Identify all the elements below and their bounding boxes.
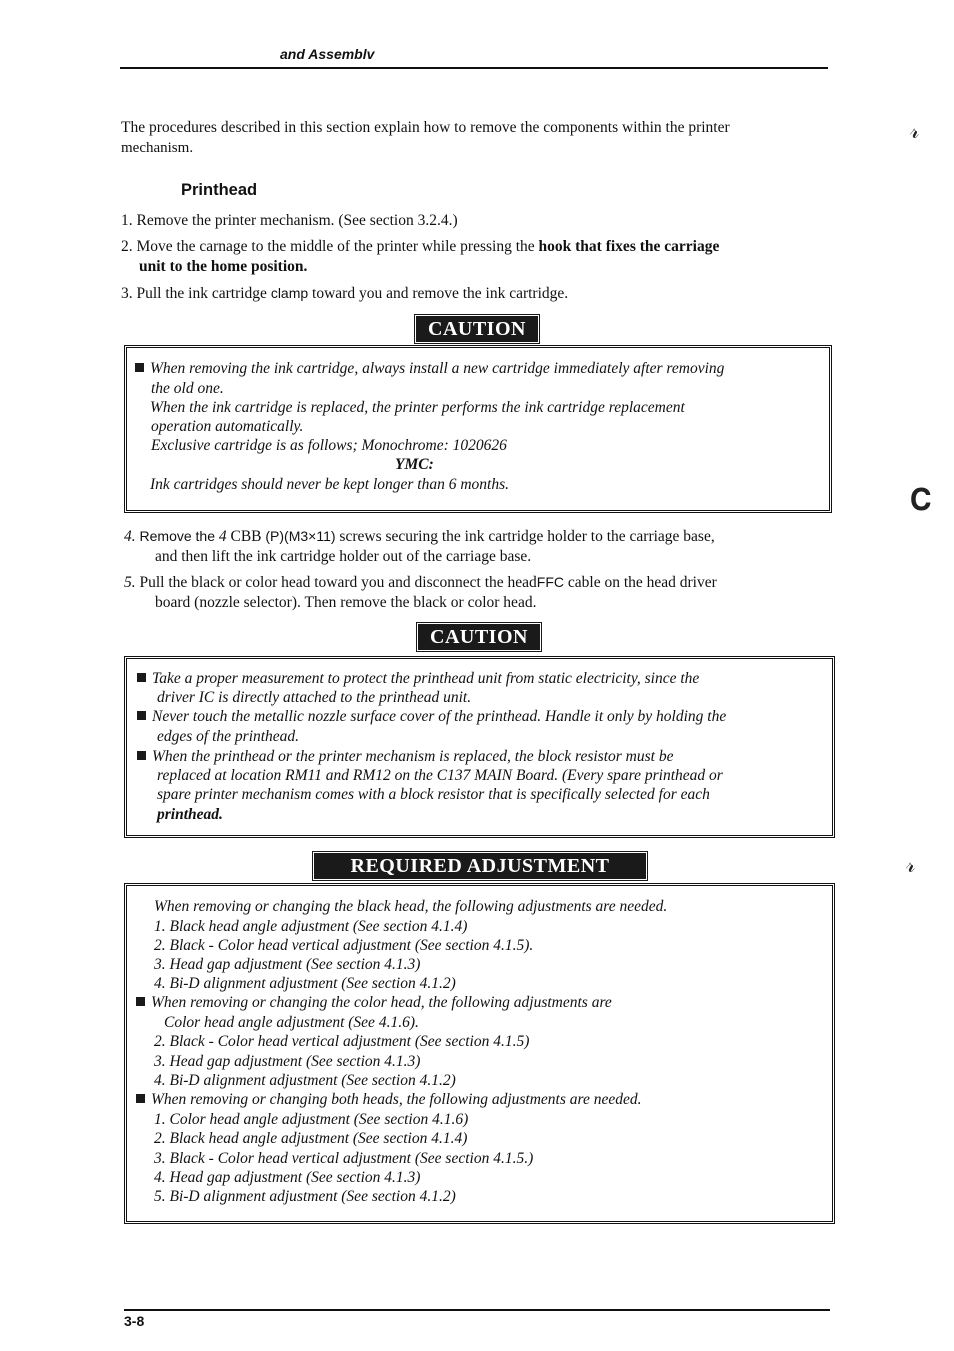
adj-a-2: 2. Black - Color head vertical adjustment (See section 4.1.5). [154,937,534,954]
intro-line-1: The procedures described in this section explain how to remove the components within the printer [121,119,730,136]
margin-mark-icon: 𝓇 [906,852,916,877]
adj-b-intro [136,993,612,1012]
caution-1-line-5: Exclusive cartridge is as follows; Monochrome: 1020626 [151,437,507,454]
adj-b-0: Color head angle adjustment (See 4.1.6). [164,1014,419,1031]
step-2-continuation: unit to the home position. [139,258,308,275]
step-3 [121,283,833,304]
caution-1-line-4: operation automatically. [151,418,304,435]
caution-2-line-5 [137,747,673,766]
caution-1-line-3: When the ink cartridge is replaced, the printer performs the ink cartridge replacement [150,399,685,416]
adj-c-intro [136,1090,641,1109]
caution-2-text-5: When the printhead or the printer mechanism is replaced, the block resistor must be [152,748,674,765]
step-3-text: 3. Pull the ink cartridge [121,285,271,302]
step-5-continuation: board (nozzle selector). Then remove the black or color head. [155,594,537,611]
bullet-square-icon [136,1094,145,1103]
section-title: Printhead [181,181,258,199]
step-4 [124,526,829,567]
adj-c-4: 4. Head gap adjustment (See section 4.1.3) [154,1169,421,1186]
caution-2-line-1 [137,669,699,688]
bullet-square-icon [137,711,146,720]
caution-2-line-4: edges of the printhead. [157,728,300,745]
page-number: 3-8 [124,1313,145,1329]
caution-banner-1: CAUTION [416,316,538,342]
step-3-clamp: clamp [270,285,309,301]
step-4-text: screws securing the ink cartridge holder to the carriage base, [335,528,715,545]
step-5-text-end: cable on the head driver [564,574,717,591]
step-4-number: 4. [124,528,136,545]
step-2-emphasis: hook that fixes the carriage [538,238,720,255]
caution-2-line-2: driver IC is directly attached to the printhead unit. [157,689,472,706]
caution-box-2 [124,656,835,838]
adj-c-intro-text: When removing or changing both heads, the following adjustments are needed. [151,1091,642,1108]
step-5-ffc: FFC [536,574,564,590]
caution-2-line-7: spare printer mechanism comes with a block resistor that is specifically selected for each [157,786,710,803]
bullet-square-icon [136,997,145,1006]
step-4-spec: (P)(M3×11) [265,528,336,544]
adj-b-intro-text: When removing or changing the color head, the following adjustments are [151,994,612,1011]
bullet-square-icon [135,363,144,372]
step-3-text-end: toward you and remove the ink cartridge. [308,285,569,302]
step-2-text: 2. Move the carnage to the middle of the printer while pressing the [121,238,539,255]
required-adjustment-banner: REQUIRED ADJUSTMENT [314,853,646,879]
adj-c-3: 3. Black - Color head vertical adjustment (See section 4.1.5.) [154,1150,534,1167]
adj-c-5: 5. Bi-D alignment adjustment (See section 4.1.2) [154,1188,456,1205]
caution-1-line-1 [135,359,724,378]
step-2 [121,237,833,277]
caution-banner-2: CAUTION [418,624,540,650]
caution-1-line-7: Ink cartridges should never be kept longer than 6 months. [150,476,510,493]
footer-rule [124,1309,830,1311]
step-5 [124,572,834,613]
adj-b-2: 2. Black - Color head vertical adjustment (See section 4.1.5) [154,1033,530,1050]
bullet-square-icon [137,751,146,760]
header-title: and Assemblv [280,46,375,62]
step-4-continuation: and then lift the ink cartridge holder out of the carriage base. [155,548,532,565]
step-4-cbb: CBB [226,528,266,545]
required-adjustment-box [124,883,835,1224]
caution-2-line-3 [137,707,726,726]
caution-2-text-1: Take a proper measurement to protect the printhead unit from static electricity, since the [152,670,700,687]
intro-line-2: mechanism. [121,140,194,156]
margin-mark-icon: 𝓇 [910,118,920,143]
step-4-remove: Remove the [135,528,215,544]
adj-a-4: 4. Bi-D alignment adjustment (See section 4.1.2) [154,975,456,992]
adj-c-1: 1. Color head angle adjustment (See section 4.1.6) [154,1111,469,1128]
caution-2-text-3: Never touch the metallic nozzle surface cover of the printhead. Handle it only by holding the [152,708,727,725]
bullet-square-icon [137,673,146,682]
margin-mark-icon: 𝐂 [910,484,932,517]
step-5-number: 5. [124,574,136,591]
adj-c-2: 2. Black head angle adjustment (See section 4.1.4) [154,1130,468,1147]
adj-b-4: 4. Bi-D alignment adjustment (See section 4.1.2) [154,1072,456,1089]
adj-a-intro: When removing or changing the black head, the following adjustments are needed. [154,898,668,915]
header-rule [120,67,828,69]
caution-2-line-6: replaced at location RM11 and RM12 on the C137 MAIN Board. (Every spare printhead or [157,767,723,784]
caution-1-line-2: the old one. [151,380,224,397]
adj-a-1: 1. Black head angle adjustment (See section 4.1.4) [154,918,468,935]
caution-1-text-1: When removing the ink cartridge, always install a new cartridge immediately after removing [150,360,725,377]
adj-b-3: 3. Head gap adjustment (See section 4.1.3) [154,1053,421,1070]
caution-2-line-8: printhead. [157,806,223,823]
step-4-count: 4 [215,528,227,545]
caution-1-line-6: YMC: [395,456,434,473]
intro-paragraph [121,118,831,158]
step-1: 1. Remove the printer mechanism. (See section 3.2.4.) [121,212,458,229]
caution-box-1 [124,345,832,513]
step-5-text: Pull the black or color head toward you and disconnect the head [135,574,537,591]
adj-a-3: 3. Head gap adjustment (See section 4.1.3) [154,956,421,973]
